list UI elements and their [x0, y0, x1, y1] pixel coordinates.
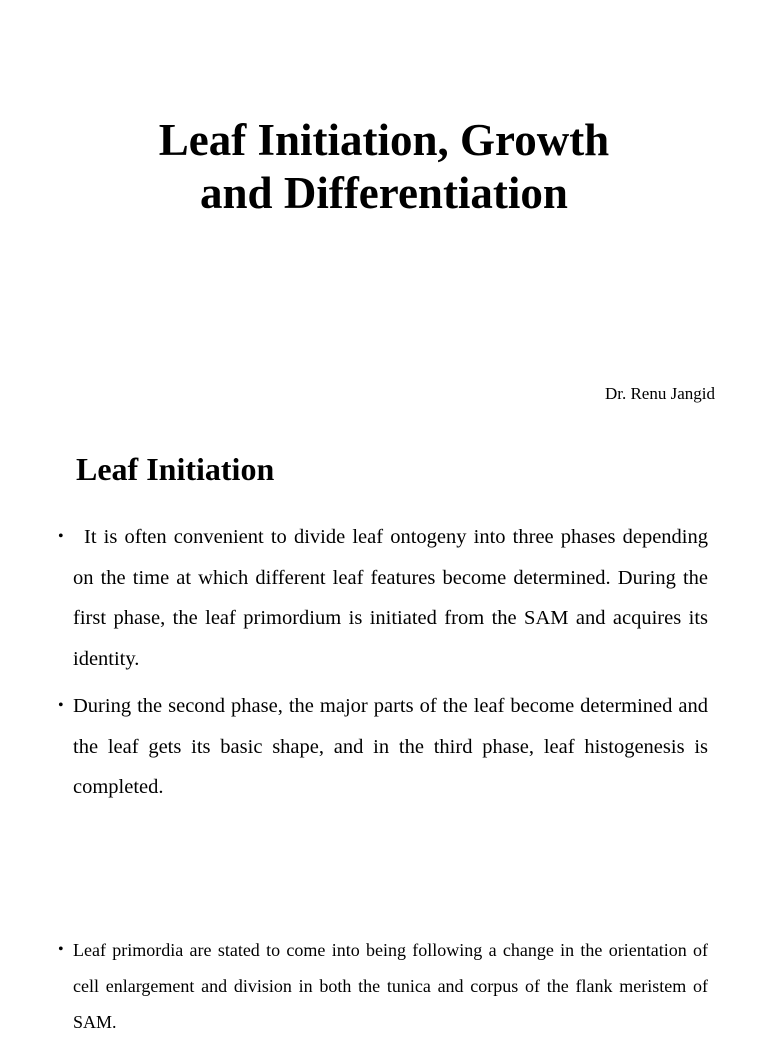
bullet-text: During the second phase, the major parts of the leaf become determined and the leaf gets its basic shape, and in the third phase, leaf histogenesis is completed. [73, 695, 708, 798]
author-name: Dr. Renu Jangid [604, 384, 715, 403]
bullet-text: It is often convenient to divide leaf ontogeny into three phases depending on the time at which different leaf features become determined. During the first phase, the leaf primordium is initiated from the SAM and acquires its identity. [73, 526, 708, 670]
bullet-marker-icon: • [58, 697, 64, 714]
title-line-1: Leaf Initiation, Growth [158, 115, 610, 165]
title-line-2: and Differentiation [200, 168, 568, 218]
bullet-text: Leaf primordia are stated to come into being following a change in the orientation of cell enlargement and division in both the tunica and corpus of the flank meristem of SAM. [73, 940, 708, 1032]
bullet-marker-icon: • [58, 528, 64, 545]
bullet-marker-icon: • [58, 941, 64, 958]
bullet-item-1 [58, 517, 708, 679]
slide-title [0, 114, 768, 220]
section-heading: Leaf Initiation [76, 451, 275, 487]
bullet-item-2 [58, 686, 708, 808]
